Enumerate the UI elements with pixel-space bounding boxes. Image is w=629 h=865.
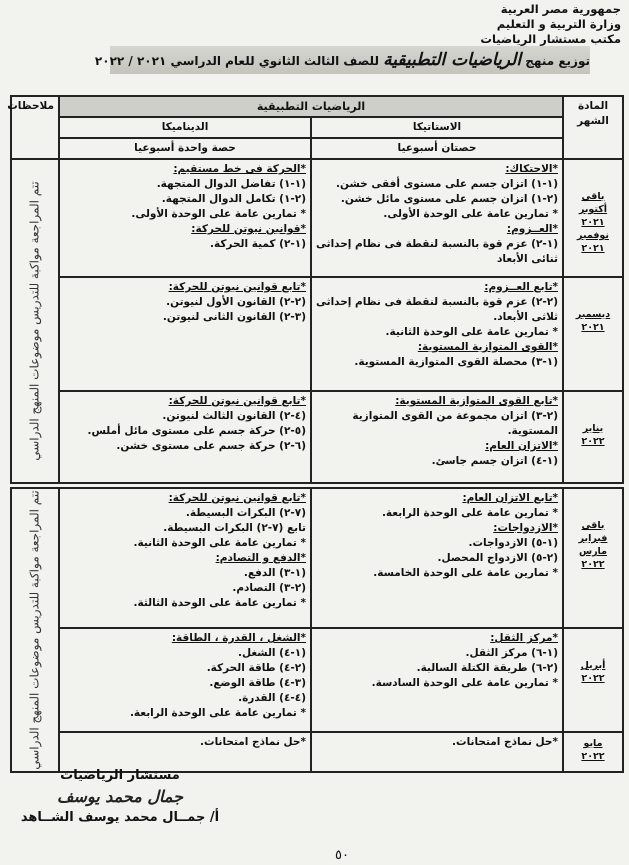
lesson-item: (٣-٢) القانون الثانى لنيوتن. (162, 311, 306, 323)
lesson-item: (١-٢) عزم قوة بالنسبة لنقطة فى نظام إحداثى (316, 238, 558, 250)
lesson-item: (٢-٦) طريقة الكتلة السالبة. (416, 662, 558, 674)
month-header: المادة الشهر (563, 96, 623, 159)
lesson-item: (٣-٤) طاقة الوضع. (209, 677, 306, 689)
notes-cell (11, 159, 59, 483)
unit-heading: *قوانين نيوتن للحركة: (191, 223, 306, 235)
lesson-item: * تمارين عامة على الوحدة السادسة. (371, 677, 558, 689)
statics-cell (311, 732, 563, 772)
lesson-item: (١-٥) الازدواجات. (468, 537, 558, 549)
dynamics-cell (59, 391, 311, 483)
dynamics-cell (59, 732, 311, 772)
lesson-item: (٦-٢) حركة جسم على مستوى خشن. (116, 440, 306, 452)
notes-text: تتم المراجعة مواكبة للتدريس موضوعات المنهج الدراسي (27, 181, 42, 461)
lesson-item: المستوية. (507, 425, 558, 437)
signature-title: مستشار الرياضيات (60, 768, 180, 783)
month-label: ٢٠٢٢ (581, 751, 605, 762)
lesson-item: (٧-٢) البكرات البسيطة. (185, 507, 306, 519)
lesson-item: * تمارين عامة على الوحدة الثانية. (385, 326, 558, 338)
statics-share: حصتان أسبوعيا (311, 138, 563, 159)
lesson-item: (٥-٢) حركة جسم على مستوى مائل أملس. (87, 425, 306, 437)
title-main: الرياضيات التطبيقية (383, 50, 522, 70)
statics-cell (311, 628, 563, 732)
schedule-table-term-2 (10, 487, 624, 773)
month-cell (563, 159, 623, 277)
table-row (11, 391, 623, 483)
month-cell (563, 391, 623, 483)
notes-text: تتم المراجعة مواكبة للتدريس موضوعات المنهج الدراسي (27, 490, 42, 770)
month-label: أكتوبر (578, 204, 608, 215)
unit-heading: *القوى المتوازية المستوية: (417, 341, 558, 353)
lesson-item: (٤-٤) القدرة. (238, 692, 306, 704)
statics-header: الاستاتيكا (311, 117, 563, 138)
ministry-header (480, 2, 621, 47)
unit-heading: *الشغل ، القدرة ، الطاقة: (171, 632, 306, 644)
lesson-item: (٢-٥) الازدواج المحصل. (437, 552, 558, 564)
lesson-item: (١-٣) الدفع. (243, 567, 306, 579)
unit-heading: *تابع قوانين نيوتن للحركة: (168, 492, 306, 504)
unit-heading: *الحركة فى خط مستقيم: (173, 163, 306, 175)
subject-header: الرياضيات التطبيقية (59, 96, 563, 117)
unit-heading: *تابع القوى المتوازية المستوية: (395, 395, 558, 407)
table-row (11, 488, 623, 628)
unit-heading: *تابع العــزوم: (484, 281, 558, 293)
unit-heading: *الاحتكاك: (505, 163, 558, 175)
lesson-item: * تمارين عامة على الوحدة الأولى. (383, 208, 558, 220)
document-title (94, 46, 590, 74)
statics-cell (311, 277, 563, 391)
lesson-item: * تمارين عامة على الوحدة الثالثة. (133, 597, 306, 609)
lesson-item: (١-٣) محصلة القوى المتوازية المستوية. (354, 356, 558, 368)
dynamics-cell (59, 159, 311, 277)
title-prefix: توزيع منهج (525, 54, 590, 68)
lesson-item: تابع (٧-٢) البكرات البسيطة. (163, 522, 306, 534)
month-label: ٢٠٢٢ (581, 436, 605, 447)
unit-heading: *الدفع و التصادم: (215, 552, 306, 564)
dynamics-cell (59, 277, 311, 391)
lesson-item: (٢-١) اتزان جسم على مستوى مائل خشن. (340, 193, 558, 205)
month-label: أبريل (580, 660, 606, 671)
signature-block (20, 768, 220, 825)
lesson-item: (٤-٢) القانون الثالث لنيوتن. (162, 410, 306, 422)
month-cell (563, 488, 623, 628)
dynamics-share: حصة واحدة أسبوعيا (59, 138, 311, 159)
lesson-item: (٢-٣) التصادم. (232, 582, 306, 594)
lesson-item: *حل نماذج امتحانات. (200, 736, 306, 748)
month-label: ٢٠٢١ (581, 243, 605, 254)
lesson-item: ثلاثى الأبعاد. (493, 311, 558, 323)
lesson-item: * تمارين عامة على الوحدة الرابعة. (129, 707, 306, 719)
month-cell (563, 628, 623, 732)
month-label: ديسمبر (575, 309, 611, 320)
unit-heading: *مركز الثقل: (490, 632, 558, 644)
lesson-item: (١-١) تفاضل الدوال المتجهة. (156, 178, 306, 190)
page-number: ٥٠ (335, 848, 349, 863)
header-line-3: مكتب مستشار الرياضيات (480, 32, 621, 46)
month-label: ٢٠٢١ (581, 322, 605, 333)
month-label: ٢٠٢٢ (581, 673, 605, 684)
statics-cell (311, 488, 563, 628)
lesson-item: *حل نماذج امتحانات. (452, 736, 558, 748)
lesson-item: (٢-٣) اتزان مجموعة من القوى المتوازية (352, 410, 558, 422)
unit-heading: *الاتزان العام: (485, 440, 558, 452)
lesson-item: (١-٢) كمية الحركة. (209, 238, 306, 250)
month-label: مايو (583, 738, 603, 749)
table-row (11, 628, 623, 732)
lesson-item: (١-١) اتزان جسم على مستوى أفقى خشن. (336, 178, 558, 190)
month-label: باقي (581, 191, 605, 202)
dynamics-cell (59, 628, 311, 732)
dynamics-cell (59, 488, 311, 628)
dynamics-header: الديناميكا (59, 117, 311, 138)
lesson-item: ثنائى الأبعاد (496, 253, 558, 265)
lesson-item: * تمارين عامة على الوحدة الأولى. (131, 208, 306, 220)
statics-cell (311, 391, 563, 483)
month-label: يناير (582, 423, 604, 434)
unit-heading: *تابع الاتزان العام: (462, 492, 558, 504)
lesson-item: (١-٤) الشغل. (238, 647, 306, 659)
unit-heading: *تابع قوانين نيوتن للحركة: (168, 395, 306, 407)
lesson-item: (٢-٤) طاقة الحركة. (206, 662, 306, 674)
statics-cell (311, 159, 563, 277)
month-label: ٢٠٢١ (581, 217, 605, 228)
unit-heading: *تابع قوانين نيوتن للحركة: (168, 281, 306, 293)
month-cell (563, 732, 623, 772)
unit-heading: *العــزوم: (506, 223, 558, 235)
month-cell (563, 277, 623, 391)
month-label: مارس (578, 546, 608, 557)
table-row (11, 732, 623, 772)
lesson-item: * تمارين عامة على الوحدة الخامسة. (373, 567, 558, 579)
signature-name: أ/ جمــال محمد يوسف الشــاهد (20, 810, 220, 825)
month-label: نوفمبر (577, 230, 609, 241)
notes-header: ملاحظات (11, 96, 59, 159)
lesson-item: (٢-١) تكامل الدوال المتجهة. (161, 193, 306, 205)
notes-cell (11, 488, 59, 772)
handwritten-signature: جمال محمد يوسف (56, 787, 183, 806)
lesson-item: * تمارين عامة على الوحدة الرابعة. (381, 507, 558, 519)
schedule-table-term-1 (7, 95, 624, 484)
title-suffix: للصف الثالث الثانوي للعام الدراسي ٢٠٢١ / ٢٠٢٢ (94, 54, 379, 68)
lesson-item: (٢-٢) عزم قوة بالنسبة لنقطة فى نظام إحداثى (316, 296, 558, 308)
lesson-item: (١-٦) مركز الثقل. (465, 647, 558, 659)
header-line-2: وزارة التربية و التعليم (496, 17, 621, 31)
header-line-1: جمهورية مصر العربية (500, 2, 621, 16)
lesson-item: (١-٤) اتزان جسم جاسئ. (431, 455, 558, 467)
month-label: ٢٠٢٢ (581, 559, 605, 570)
lesson-item: (٢-٢) القانون الأول لنيوتن. (166, 296, 306, 308)
unit-heading: *الازدواجات: (493, 522, 558, 534)
month-label: باقي فبراير (578, 520, 608, 544)
table-row (11, 159, 623, 277)
lesson-item: * تمارين عامة على الوحدة الثانية. (133, 537, 306, 549)
table-row (11, 277, 623, 391)
